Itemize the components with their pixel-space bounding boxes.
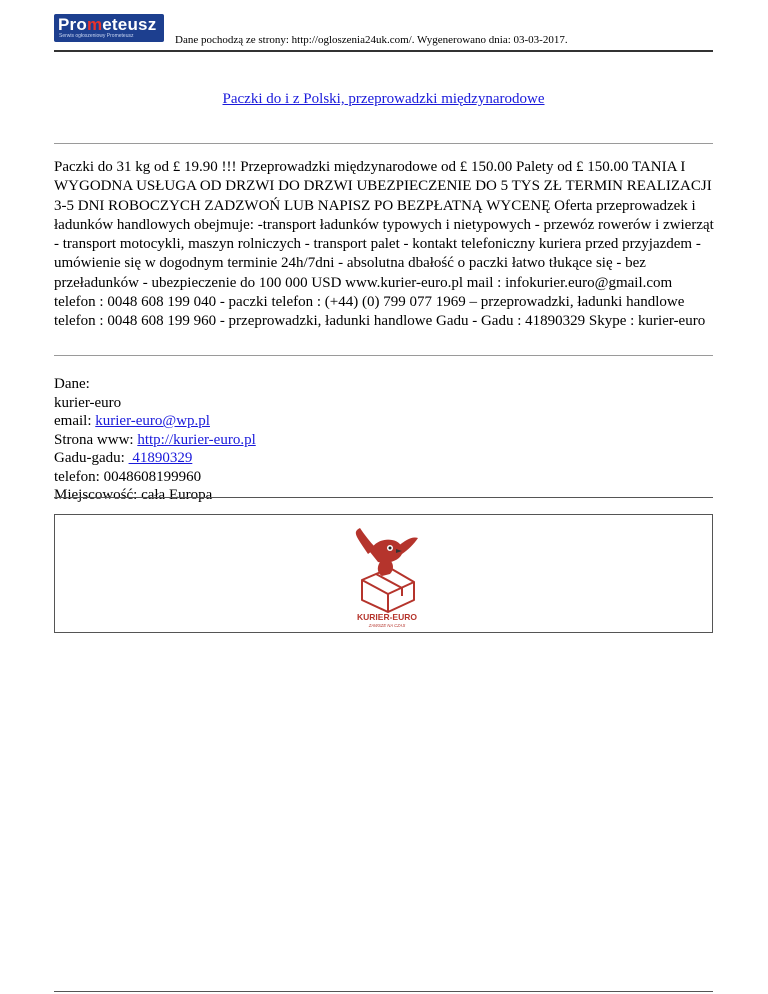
divider bbox=[54, 143, 713, 144]
email-link[interactable]: kurier-euro@wp.pl bbox=[95, 413, 210, 429]
kurier-euro-logo-icon bbox=[342, 524, 432, 628]
contact-phone-row bbox=[54, 468, 713, 487]
website-label: Strona www: bbox=[54, 431, 138, 448]
divider bbox=[54, 497, 713, 498]
page-header bbox=[54, 14, 713, 52]
footer-divider bbox=[54, 991, 713, 992]
website-link[interactable]: http://kurier-euro.pl bbox=[137, 431, 256, 448]
logo-text: Prometeusz bbox=[58, 15, 157, 34]
source-line: Dane pochodzą ze strony: http://ogloszenia24uk.com/. Wygenerowano dnia: 03-03-2017. bbox=[175, 34, 568, 46]
phone-value: 0048608199960 bbox=[103, 468, 202, 485]
contact-details bbox=[54, 375, 713, 505]
gadu-link[interactable]: 41890329 bbox=[128, 450, 193, 466]
contact-email-row bbox=[54, 412, 713, 431]
contact-gadu-row bbox=[54, 449, 713, 468]
listing-title-link[interactable]: Paczki do i z Polski, przeprowadzki międzynarodowe bbox=[222, 91, 545, 107]
listing-title bbox=[54, 91, 713, 108]
location-label: Miejscowość: bbox=[54, 487, 142, 503]
email-label: email: bbox=[54, 413, 96, 429]
svg-text:KURIER-EURO: KURIER-EURO bbox=[357, 612, 417, 622]
gadu-label: Gadu-gadu: bbox=[54, 450, 129, 466]
contact-heading: Dane: bbox=[54, 376, 90, 392]
contact-name: kurier-euro bbox=[54, 394, 122, 411]
header-divider bbox=[54, 50, 713, 52]
divider bbox=[54, 355, 713, 356]
phone-label: telefon: bbox=[54, 468, 104, 485]
svg-text:ZAWSZE NA CZAS: ZAWSZE NA CZAS bbox=[368, 623, 406, 628]
listing-description: Paczki do 31 kg od £ 19.90 !!! Przeprowadzki międzynarodowe od £ 150.00 Palety od £ 150.00 TANIA I WYGODNA USŁUGA OD DRZWI DO DRZWI UBEZPIECZENIE DO 5 TYS ZŁ TERMIN REALIZACJI 3-5 DNI ROBOCZYCH ZADZWOŃ LUB NAPISZ PO BEZPŁATNĄ WYCENĘ Oferta przeprowadzek i ładunków handlowych obejmuje: -transport ładunków typowych i nietypowych - przewóz rowerów i zwierząt - transport motocykli, maszyn rolniczych - transport palet - kontakt telefoniczny kuriera przed przyjazdem - umówienie się w dogodnym terminie 24h/7dni - absolutna dbałość o paczki łatwo tłukące się - bez przeładunków - ubezpieczenie do 100 000 USD www.kurier-euro.pl mail : infokurier.euro@gmail.com telefon : 0048 608 199 040 - paczki telefon : (+44) (0) 799 077 1969 – przeprowadzki, ładunki handlowe telefon : 0048 608 199 960 - przeprowadzki, ładunki handlowe Gadu - Gadu : 41890329 Skype : kurier-euro bbox=[54, 159, 714, 330]
contact-location-row bbox=[54, 486, 713, 505]
contact-website-row bbox=[54, 431, 713, 450]
location-value: cała Europa bbox=[141, 487, 213, 503]
logo-tagline: Serwis ogłoszeniowy Prometeusz bbox=[59, 33, 134, 39]
listing-image-frame bbox=[54, 514, 713, 633]
prometeusz-logo bbox=[54, 14, 164, 42]
